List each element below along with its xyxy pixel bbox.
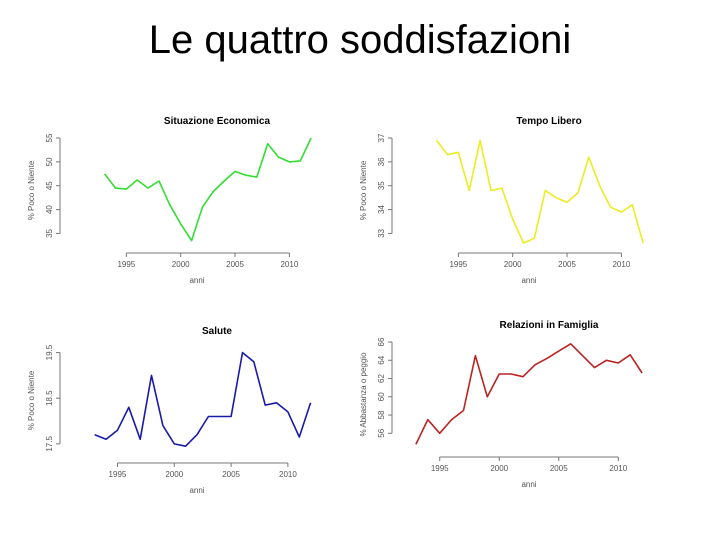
x-axis-label: anni [189,486,205,495]
chart-title: Tempo Libero [516,116,582,127]
chart-title: Situazione Economica [163,116,271,127]
series-line [437,140,643,243]
y-tick-label: 35 [45,229,54,238]
y-tick-label: 34 [377,205,386,215]
x-tick-label: 2005 [226,260,244,269]
x-tick-label: 1995 [449,260,468,269]
chart-svg [352,108,672,298]
y-tick-label: 64 [377,355,386,365]
series-line [416,344,642,445]
y-axis-label: % Abbastanza o peggio [359,352,368,437]
chart-panel-situazione-economica [20,108,340,298]
x-tick-label: 2010 [609,464,628,473]
chart-title: Relazioni in Famiglia [499,320,599,331]
x-tick-label: 2010 [280,260,299,269]
chart-svg [20,318,340,508]
y-tick-label: 56 [377,428,386,438]
chart-panel-tempo-libero [352,108,672,298]
slide-title: Le quattro soddisfazioni [148,18,572,62]
y-tick-label: 19.5 [45,344,54,361]
y-tick-label: 50 [45,157,54,167]
chart-title: Salute [201,326,233,337]
y-tick-label: 36 [377,157,386,167]
x-tick-label: 2005 [222,470,240,479]
y-tick-label: 37 [377,133,386,143]
y-tick-label: 33 [377,229,386,238]
x-tick-label: 2005 [558,260,576,269]
x-tick-label: 1995 [430,464,449,473]
x-tick-label: 2000 [503,260,522,269]
y-tick-label: 60 [377,392,386,402]
x-tick-label: 2000 [171,260,190,269]
series-line [95,353,311,447]
y-tick-label: 17.5 [45,436,54,452]
y-tick-label: 62 [377,374,386,383]
x-tick-label: 2010 [279,470,297,479]
y-tick-label: 55 [45,133,54,143]
y-tick-label: 66 [377,337,386,347]
chart-svg [352,312,672,502]
x-axis-label: anni [521,276,537,285]
chart-panel-salute [20,318,340,508]
y-tick-label: 58 [377,410,386,420]
series-line [105,138,312,241]
y-tick-label: 45 [45,181,54,191]
x-tick-label: 2005 [549,464,568,473]
y-tick-label: 35 [377,181,386,191]
x-tick-label: 2000 [490,464,509,473]
x-axis-label: anni [189,276,205,285]
x-axis-label: anni [521,480,537,489]
x-tick-label: 2010 [612,260,631,269]
y-tick-label: 18.5 [45,390,54,407]
y-axis-label: % Poco o Niente [27,370,36,431]
y-axis-label: % Poco o Niente [27,160,36,221]
chart-svg [20,108,340,298]
chart-panel-relazioni-in-famiglia [352,312,672,502]
y-tick-label: 40 [45,205,54,215]
x-tick-label: 1995 [108,470,127,479]
x-tick-label: 1995 [117,260,136,269]
y-axis-label: % Poco o Niente [359,160,368,221]
x-tick-label: 2000 [165,470,184,479]
